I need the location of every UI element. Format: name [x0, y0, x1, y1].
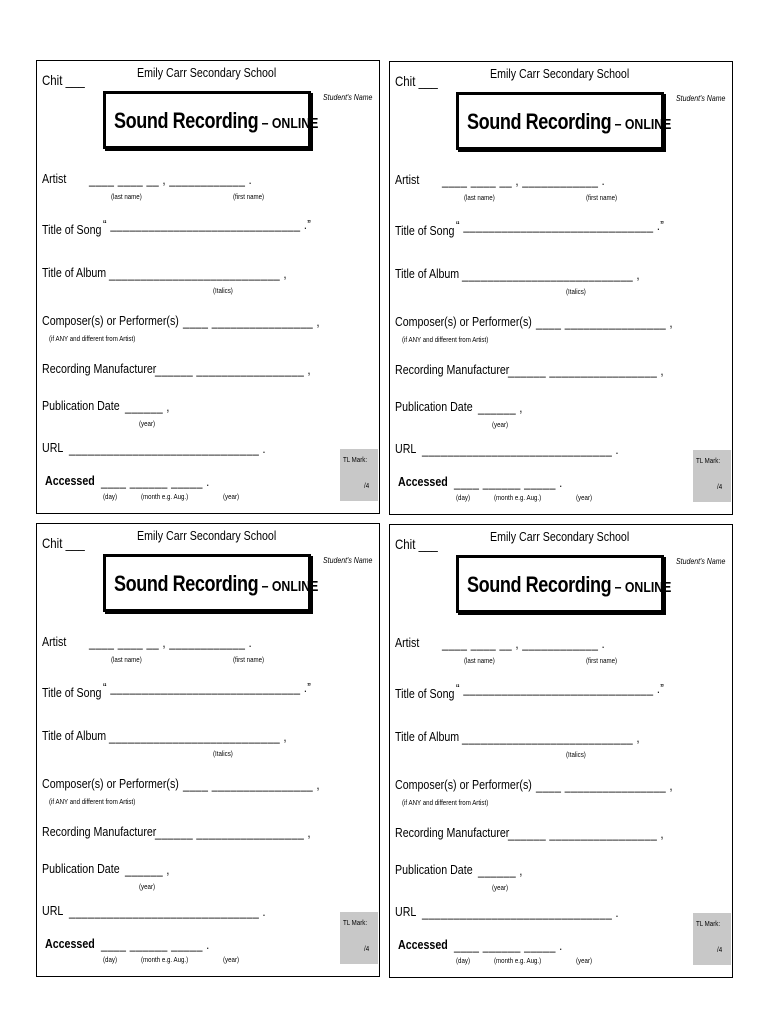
url-label: URL	[42, 903, 64, 918]
artist-label: Artist	[395, 172, 420, 187]
accessed-label: Accessed	[45, 473, 95, 488]
school-name: Emily Carr Secondary School	[490, 66, 630, 81]
form-title-main: Sound Recording	[467, 109, 612, 134]
manufacturer-label: Recording Manufacturer	[42, 824, 157, 839]
tl-mark-label: TL Mark:	[696, 456, 721, 465]
italics-hint: (Italics)	[566, 287, 586, 296]
student-name-label: Student's Name	[323, 92, 373, 102]
form-title	[114, 571, 318, 597]
italics-hint: (Italics)	[566, 750, 586, 759]
tl-mark-box	[340, 449, 378, 501]
accessed-field[interactable]: ____ ______ _____ .	[101, 937, 210, 952]
album-field[interactable]: ___________________________ ,	[109, 266, 287, 281]
year-hint: (year)	[492, 420, 509, 429]
url-label: URL	[395, 904, 417, 919]
year-hint-accessed: (year)	[576, 493, 593, 502]
composer-hint: (if ANY and different from Artist)	[402, 335, 489, 344]
form-title-sub: ONLINE	[624, 116, 672, 133]
last-name-hint: (last name)	[464, 193, 495, 202]
composer-label: Composer(s) or Performer(s)	[395, 777, 532, 792]
accessed-label: Accessed	[45, 936, 95, 951]
school-name: Emily Carr Secondary School	[137, 528, 277, 543]
form-title-box	[103, 554, 319, 612]
composer-hint: (if ANY and different from Artist)	[49, 334, 136, 343]
pubdate-field[interactable]: ______ ,	[478, 863, 523, 878]
composer-hint: (if ANY and different from Artist)	[402, 798, 489, 807]
form-title-main: Sound Recording	[114, 571, 259, 596]
pubdate-label: Publication Date	[395, 862, 473, 877]
artist-field[interactable]: ____ ____ __ , ____________ .	[442, 636, 606, 651]
form-title-main: Sound Recording	[467, 572, 612, 597]
artist-field[interactable]: ____ ____ __ , ____________ .	[442, 173, 606, 188]
day-hint: (day)	[456, 493, 471, 502]
chit-label: Chit ___	[395, 73, 438, 89]
form-title-separator: –	[258, 115, 272, 132]
manufacturer-field[interactable]: ______ _________________ ,	[155, 362, 311, 377]
chit-label: Chit ___	[42, 72, 85, 88]
composer-field[interactable]: ____ ________________ ,	[183, 777, 320, 792]
tl-mark-label: TL Mark:	[696, 919, 721, 928]
composer-field[interactable]: ____ ________________ ,	[536, 778, 673, 793]
form-title-box	[456, 555, 672, 613]
accessed-label: Accessed	[398, 474, 448, 489]
song-field[interactable]: “ ______________________________ .”	[456, 681, 665, 696]
composer-field[interactable]: ____ ________________ ,	[536, 315, 673, 330]
day-hint: (day)	[103, 955, 118, 964]
student-name-label: Student's Name	[676, 93, 726, 103]
form-title-sub: ONLINE	[624, 579, 672, 596]
album-label: Title of Album	[395, 729, 460, 744]
italics-hint: (Italics)	[213, 749, 233, 758]
url-label: URL	[42, 440, 64, 455]
form-title	[114, 108, 318, 134]
album-label: Title of Album	[42, 265, 107, 280]
tl-mark-score: /4	[364, 944, 370, 953]
pubdate-field[interactable]: ______ ,	[125, 399, 170, 414]
composer-label: Composer(s) or Performer(s)	[42, 776, 179, 791]
artist-label: Artist	[42, 634, 67, 649]
form-title-main: Sound Recording	[114, 108, 259, 133]
url-label: URL	[395, 441, 417, 456]
tl-mark-box	[693, 913, 731, 965]
pubdate-label: Publication Date	[42, 861, 120, 876]
song-label: Title of Song	[395, 686, 455, 701]
month-hint: (month e.g. Aug.)	[494, 956, 542, 965]
song-label: Title of Song	[395, 223, 455, 238]
song-field[interactable]: “ ______________________________ .”	[103, 217, 312, 232]
song-label: Title of Song	[42, 222, 102, 237]
form-title-box	[103, 91, 319, 149]
artist-field[interactable]: ____ ____ __ , ____________ .	[89, 172, 253, 187]
first-name-hint: (first name)	[233, 655, 265, 664]
url-field[interactable]: ______________________________ .	[69, 904, 266, 919]
year-hint: (year)	[139, 419, 156, 428]
student-name-label: Student's Name	[323, 555, 373, 565]
composer-hint: (if ANY and different from Artist)	[49, 797, 136, 806]
italics-hint: (Italics)	[213, 286, 233, 295]
year-hint-accessed: (year)	[223, 492, 240, 501]
url-field[interactable]: ______________________________ .	[422, 905, 619, 920]
song-field[interactable]: “ ______________________________ .”	[456, 218, 665, 233]
composer-label: Composer(s) or Performer(s)	[395, 314, 532, 329]
accessed-label: Accessed	[398, 937, 448, 952]
pubdate-label: Publication Date	[395, 399, 473, 414]
day-hint: (day)	[103, 492, 118, 501]
manufacturer-label: Recording Manufacturer	[42, 361, 157, 376]
manufacturer-label: Recording Manufacturer	[395, 362, 510, 377]
month-hint: (month e.g. Aug.)	[494, 493, 542, 502]
school-name: Emily Carr Secondary School	[490, 529, 630, 544]
manufacturer-field[interactable]: ______ _________________ ,	[508, 826, 664, 841]
month-hint: (month e.g. Aug.)	[141, 492, 189, 501]
last-name-hint: (last name)	[464, 656, 495, 665]
artist-field[interactable]: ____ ____ __ , ____________ .	[89, 635, 253, 650]
accessed-field[interactable]: ____ ______ _____ .	[454, 475, 563, 490]
song-label: Title of Song	[42, 685, 102, 700]
first-name-hint: (first name)	[586, 193, 618, 202]
tl-mark-label: TL Mark:	[343, 918, 368, 927]
tl-mark-score: /4	[364, 481, 370, 490]
form-title-sub: ONLINE	[271, 578, 319, 595]
last-name-hint: (last name)	[111, 655, 142, 664]
album-field[interactable]: ___________________________ ,	[462, 730, 640, 745]
form-title-separator: –	[611, 116, 625, 133]
song-field[interactable]: “ ______________________________ .”	[103, 680, 312, 695]
accessed-field[interactable]: ____ ______ _____ .	[101, 474, 210, 489]
last-name-hint: (last name)	[111, 192, 142, 201]
year-hint-accessed: (year)	[576, 956, 593, 965]
form-title-box	[456, 92, 672, 150]
student-name-label: Student's Name	[676, 556, 726, 566]
album-field[interactable]: ___________________________ ,	[109, 729, 287, 744]
album-label: Title of Album	[395, 266, 460, 281]
first-name-hint: (first name)	[233, 192, 265, 201]
form-card-2	[389, 61, 733, 515]
manufacturer-field[interactable]: ______ _________________ ,	[155, 825, 311, 840]
year-hint: (year)	[492, 883, 509, 892]
artist-label: Artist	[42, 171, 67, 186]
pubdate-field[interactable]: ______ ,	[478, 400, 523, 415]
tl-mark-box	[693, 450, 731, 502]
month-hint: (month e.g. Aug.)	[141, 955, 189, 964]
url-field[interactable]: ______________________________ .	[69, 441, 266, 456]
form-title	[467, 109, 671, 135]
pubdate-label: Publication Date	[42, 398, 120, 413]
composer-label: Composer(s) or Performer(s)	[42, 313, 179, 328]
manufacturer-label: Recording Manufacturer	[395, 825, 510, 840]
album-field[interactable]: ___________________________ ,	[462, 267, 640, 282]
tl-mark-score: /4	[717, 945, 723, 954]
url-field[interactable]: ______________________________ .	[422, 442, 619, 457]
manufacturer-field[interactable]: ______ _________________ ,	[508, 363, 664, 378]
school-name: Emily Carr Secondary School	[137, 65, 277, 80]
form-title-sub: ONLINE	[271, 115, 319, 132]
form-title-separator: –	[611, 579, 625, 596]
chit-label: Chit ___	[395, 536, 438, 552]
day-hint: (day)	[456, 956, 471, 965]
tl-mark-label: TL Mark:	[343, 455, 368, 464]
year-hint: (year)	[139, 882, 156, 891]
pubdate-field[interactable]: ______ ,	[125, 862, 170, 877]
year-hint-accessed: (year)	[223, 955, 240, 964]
chit-label: Chit ___	[42, 535, 85, 551]
form-title-separator: –	[258, 578, 272, 595]
composer-field[interactable]: ____ ________________ ,	[183, 314, 320, 329]
form-title	[467, 572, 671, 598]
form-card-1	[36, 60, 380, 514]
first-name-hint: (first name)	[586, 656, 618, 665]
tl-mark-score: /4	[717, 482, 723, 491]
accessed-field[interactable]: ____ ______ _____ .	[454, 938, 563, 953]
form-card-4	[389, 524, 733, 978]
form-card-3	[36, 523, 380, 977]
tl-mark-box	[340, 912, 378, 964]
artist-label: Artist	[395, 635, 420, 650]
album-label: Title of Album	[42, 728, 107, 743]
